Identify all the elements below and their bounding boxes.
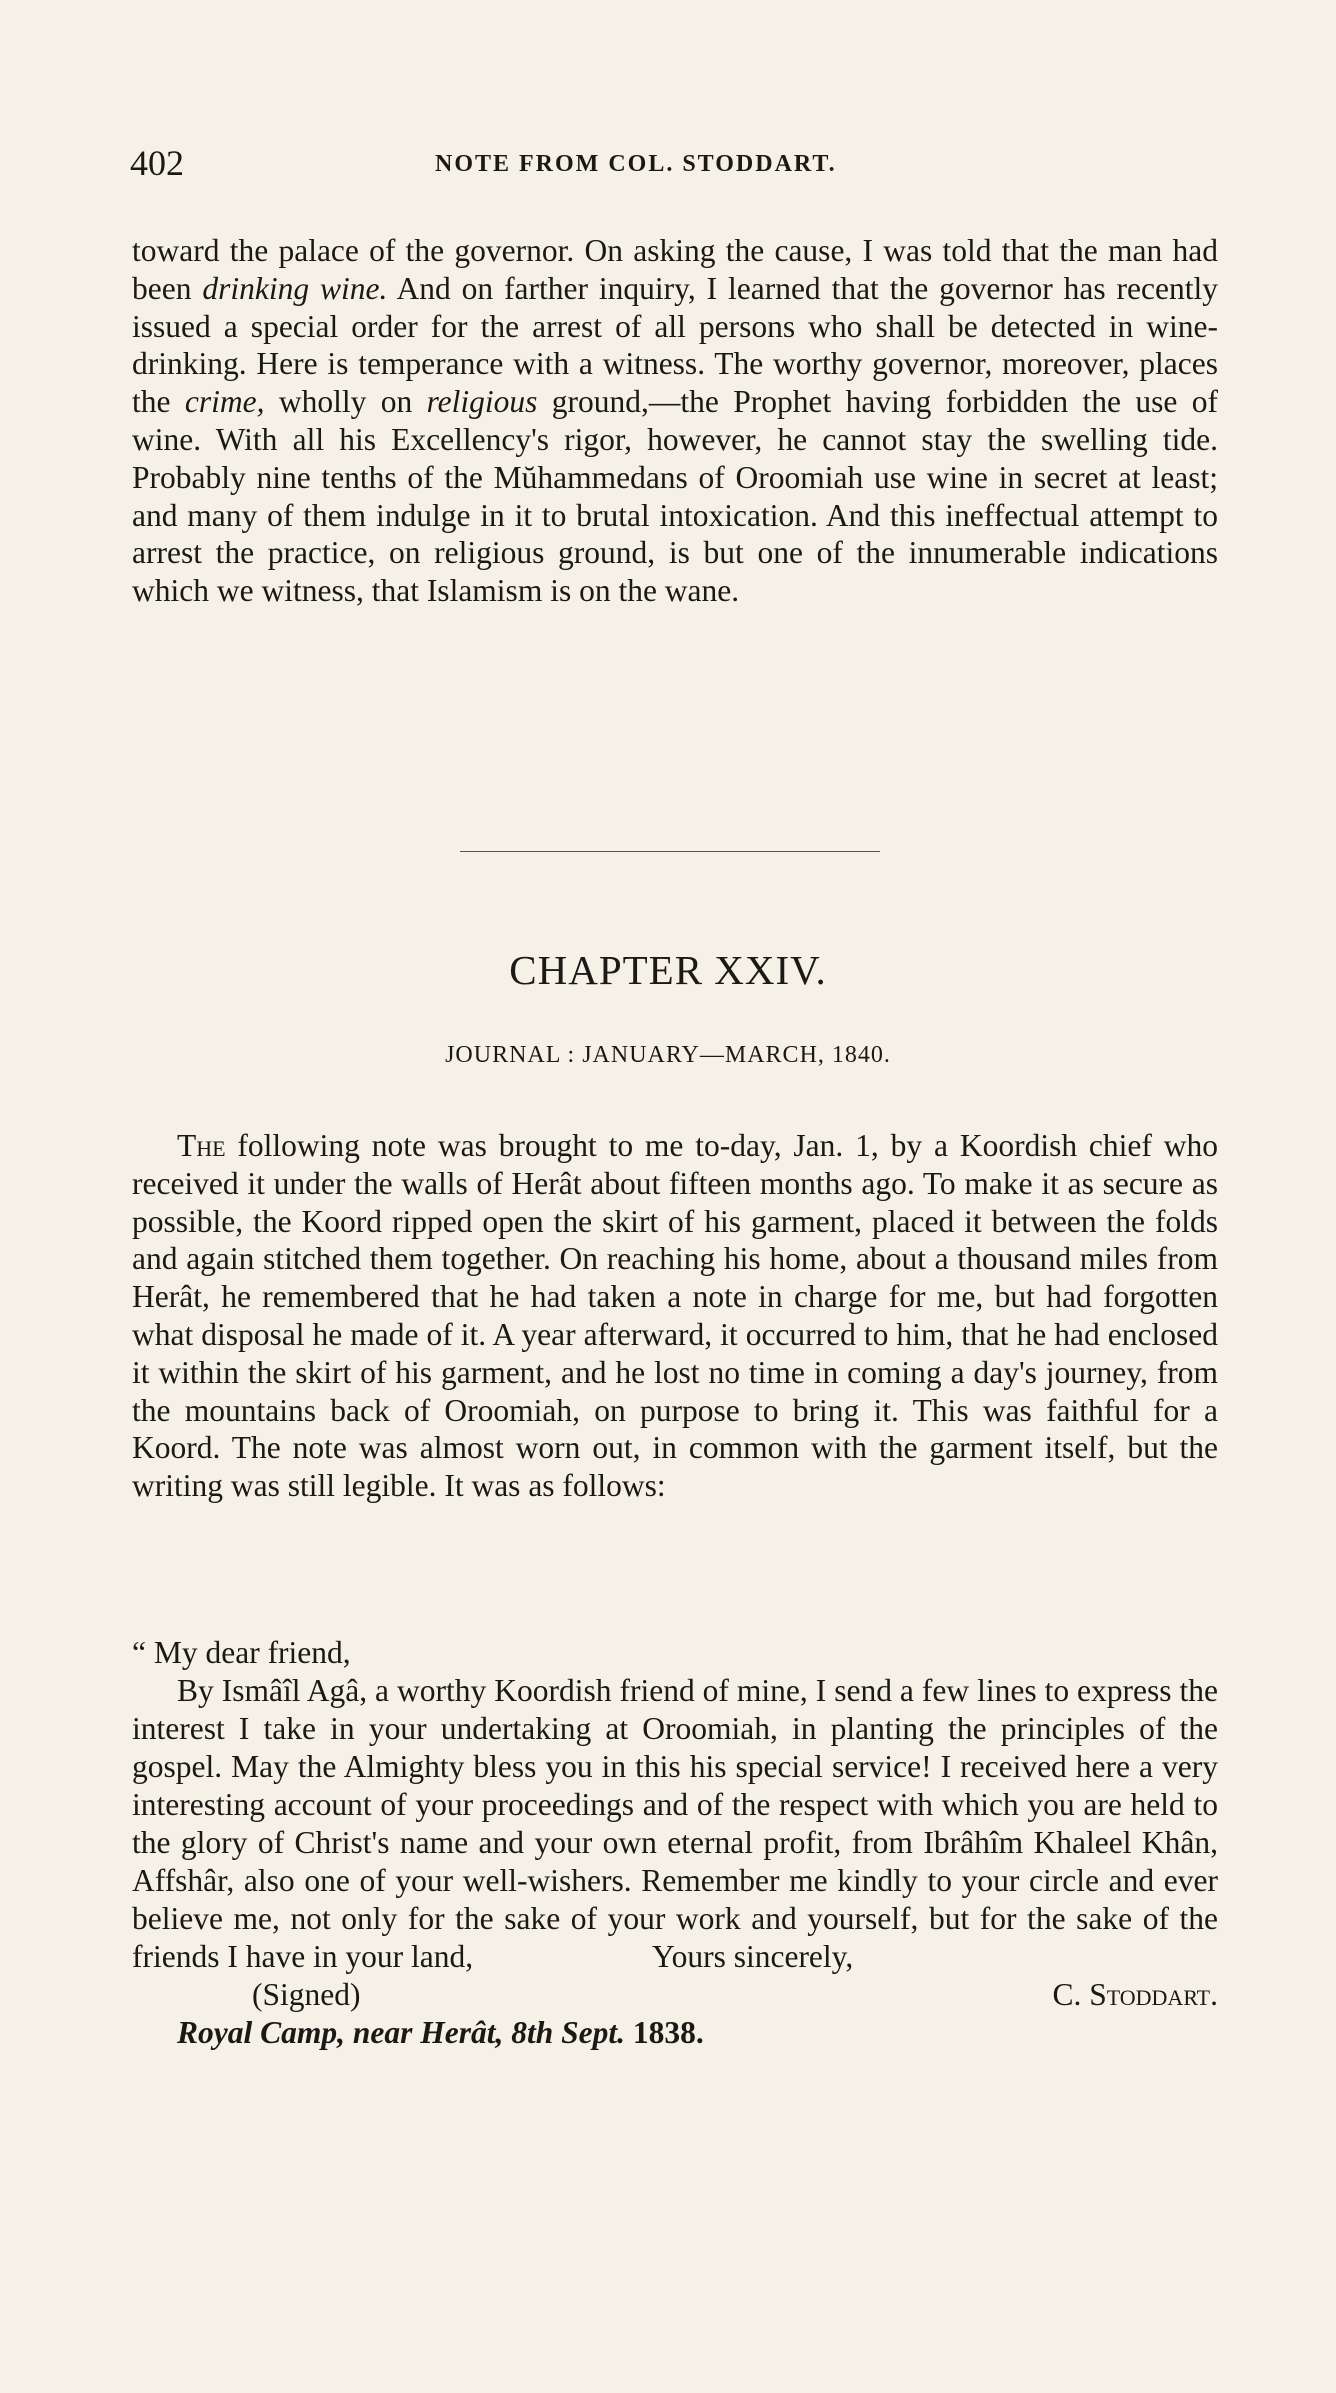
paragraph-continuation	[132, 232, 1218, 610]
letter-dateline	[132, 2014, 1218, 2052]
quoted-letter	[132, 1634, 1218, 2052]
text-segment: wholly on	[264, 384, 427, 420]
page-header	[130, 143, 1210, 183]
letter-place: Royal Camp, near Herât, 8th Sept.	[177, 2015, 626, 2050]
paragraph-note-intro	[132, 1127, 1218, 1505]
letter-body	[132, 1672, 1218, 1976]
running-title: NOTE FROM COL. STODDART.	[435, 151, 837, 177]
signed-line	[132, 1976, 1218, 2014]
letter-closing: Yours sincerely,	[652, 1939, 854, 1974]
lead-word: The	[177, 1128, 226, 1163]
journal-heading: JOURNAL : JANUARY—MARCH, 1840.	[445, 1042, 891, 1068]
section-divider	[460, 851, 880, 852]
chapter-title: CHAPTER XXIV.	[509, 947, 827, 993]
text-segment: toward the palace of the governor. On asking the cause, I was told that the man had been	[132, 233, 1218, 306]
signature-line	[132, 1938, 1218, 1976]
italic-phrase: religious	[426, 384, 538, 420]
letter-year: 1838.	[625, 2015, 704, 2050]
signed-label: (Signed)	[252, 1977, 361, 2012]
italic-phrase: crime,	[184, 384, 265, 420]
page-number: 402	[130, 143, 184, 183]
letter-body-text: By Ismâîl Agâ, a worthy Koordish friend of mine, I send a few lines to express the interest I take in your undertaking at Oroomiah, in planting the principles of the gospel. May the Almighty bless you in this his special service! I received here a very interesting account of your proceedings and of the respect with which you are held to the glory of Christ's name and your own eternal profit, from Ibrâhîm Khaleel Khân, Affshâr, also one of your well-wishers. Remember me kindly to your circle and ever believe me, not only for the sake of your work and yourself, but for the sake of the friends I have in your land,	[132, 1673, 1218, 1974]
letter-salutation: “ My dear friend,	[132, 1635, 351, 1670]
text-segment: And on farther inquiry, I learned that the governor has recently issued a special order for the arrest of all persons who shall be detected in wine-drinking. Here is temperance with a witness. The worthy governor, moreover, places the	[132, 270, 1218, 420]
text-segment: ground,—the Prophet having forbidden the use of wine. With all his Excellency's rigor, however, he cannot stay the swelling tide. Probably nine tenths of the Mŭhammedans of Oroomiah use wine in secret at least; and many of them indulge in it to brutal intoxication. And this ineffectual attempt to arrest the practice, on religious ground, is but one of the innumerable indications which we witness, that Islamism is on the wane.	[132, 384, 1218, 609]
text-segment: following note was brought to me to-day, Jan. 1, by a Koordish chief who received it under the walls of Herât about fifteen months ago. To make it as secure as possible, the Koord ripped open the skirt of his garment, placed it between the folds and again stitched them together. On reaching his home, about a thousand miles from Herât, he remembered that he had taken a note in charge for me, but had forgotten what disposal he made of it. A year afterward, it occurred to him, that he had enclosed it within the skirt of his garment, and he lost no time in coming a day's journey, from the mountains back of Oroomiah, on purpose to bring it. This was faithful for a Koord. The note was almost worn out, in common with the garment itself, but the writing was still legible. It was as follows:	[132, 1128, 1218, 1504]
signer-name: C. Stoddart.	[1052, 1977, 1218, 2012]
italic-phrase: drinking wine.	[202, 270, 388, 306]
